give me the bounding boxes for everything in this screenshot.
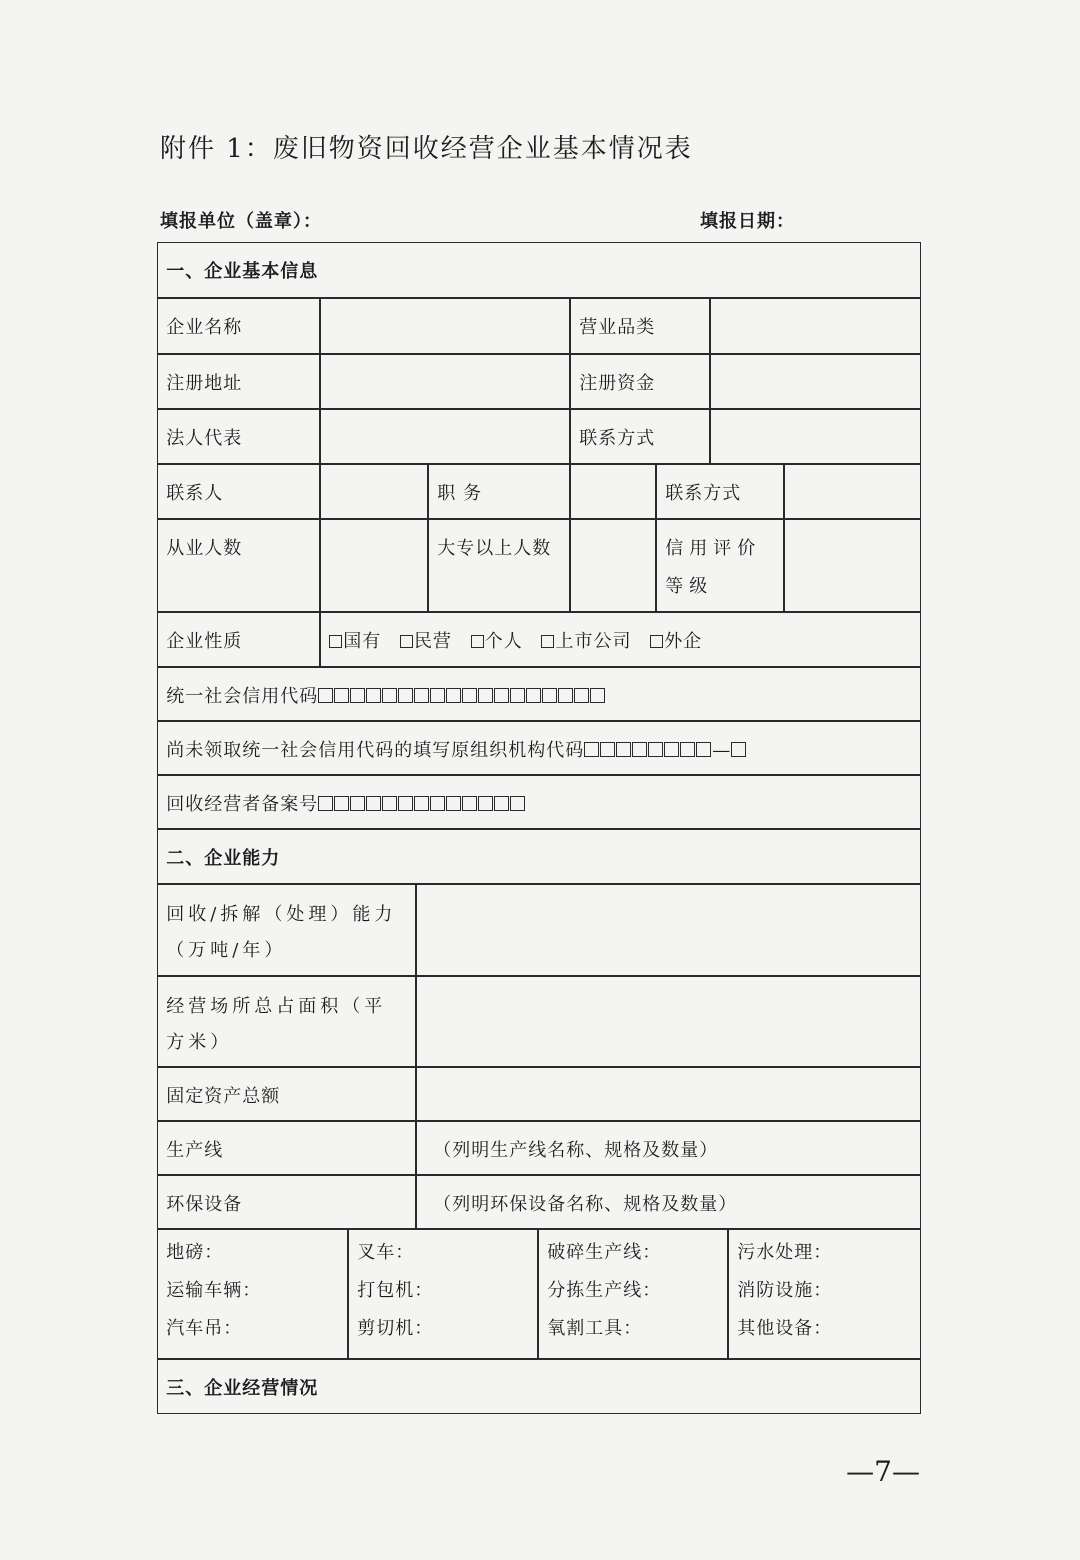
code-box[interactable] (478, 688, 493, 703)
nature-option-individual[interactable]: 个人 (471, 631, 523, 652)
equipment-item: 运输车辆： (166, 1280, 262, 1302)
fill-unit-label: 填报单位（盖章）： (160, 211, 322, 232)
code-box[interactable] (478, 796, 493, 811)
code-box[interactable] (414, 796, 429, 811)
equipment-item: 地磅： (166, 1242, 224, 1264)
capacity-label: 回收/拆解（处理）能力（万吨/年） (157, 884, 416, 976)
company-name-field[interactable] (320, 298, 570, 354)
code-box[interactable] (632, 742, 647, 757)
equipment-col-4 (728, 1229, 921, 1359)
code-box[interactable] (494, 688, 509, 703)
equipment-item: 分拣生产线： (547, 1280, 662, 1302)
college-above-field[interactable] (570, 519, 656, 612)
nature-option-private[interactable]: 民营 (400, 631, 452, 652)
code-box[interactable] (584, 742, 599, 757)
equipment-item: 打包机： (357, 1280, 434, 1302)
position-field[interactable] (570, 464, 656, 519)
site-area-label: 经营场所总占面积（平方米） (157, 976, 416, 1067)
equipment-col-2 (348, 1229, 538, 1359)
code-box[interactable] (446, 688, 461, 703)
code-box[interactable] (446, 796, 461, 811)
contact-person-field[interactable] (320, 464, 428, 519)
employees-label: 从业人数 (157, 519, 320, 612)
college-above-label: 大专以上人数 (428, 519, 570, 612)
code-box[interactable] (600, 742, 615, 757)
record-no-label: 回收经营者备案号 (166, 794, 319, 816)
equipment-col-3 (538, 1229, 728, 1359)
fixed-assets-field[interactable] (416, 1067, 921, 1121)
org-code-label: 尚未领取统一社会信用代码的填写原组织机构代码 (166, 740, 585, 762)
code-box[interactable] (574, 688, 589, 703)
code-box[interactable] (462, 796, 477, 811)
section3-heading: 三、企业经营情况 (157, 1359, 921, 1414)
production-line-label: 生产线 (157, 1121, 416, 1175)
org-code-boxes[interactable] (584, 740, 747, 761)
nature-option-foreign[interactable]: 外企 (650, 631, 702, 652)
code-box[interactable] (318, 796, 333, 811)
code-box[interactable] (366, 796, 381, 811)
code-box[interactable] (494, 796, 509, 811)
position-label: 职 务 (428, 464, 570, 519)
record-no-boxes[interactable] (318, 794, 526, 815)
equipment-col-1 (157, 1229, 348, 1359)
credit-code-boxes[interactable] (318, 686, 606, 707)
equipment-item: 消防设施： (737, 1280, 833, 1302)
credit-rating-field[interactable] (784, 519, 921, 612)
contact-method-2-label: 联系方式 (656, 464, 784, 519)
capacity-field[interactable] (416, 884, 921, 976)
contact-method-field[interactable] (710, 409, 921, 464)
code-box[interactable] (542, 688, 557, 703)
equipment-item: 破碎生产线： (547, 1242, 662, 1264)
registered-capital-field[interactable] (710, 354, 921, 409)
code-separator: — (712, 740, 732, 762)
code-box[interactable] (398, 688, 413, 703)
equipment-item: 剪切机： (357, 1318, 434, 1340)
contact-person-label: 联系人 (157, 464, 320, 519)
code-box[interactable] (696, 742, 711, 757)
section2-heading: 二、企业能力 (157, 829, 921, 884)
equipment-item: 叉车： (357, 1242, 415, 1264)
code-box[interactable] (398, 796, 413, 811)
production-line-field[interactable]: （列明生产线名称、规格及数量） (416, 1121, 921, 1175)
employees-field[interactable] (320, 519, 428, 612)
registered-capital-label: 注册资金 (570, 354, 710, 409)
checkbox-icon[interactable] (471, 635, 484, 648)
credit-code-label: 统一社会信用代码 (166, 686, 319, 708)
legal-representative-field[interactable] (320, 409, 570, 464)
code-box[interactable] (430, 688, 445, 703)
credit-rating-label: 信用评价等级 (656, 519, 784, 612)
code-box[interactable] (382, 796, 397, 811)
code-box[interactable] (616, 742, 631, 757)
env-equipment-label: 环保设备 (157, 1175, 416, 1229)
business-category-label: 营业品类 (570, 298, 710, 354)
code-box[interactable] (664, 742, 679, 757)
nature-option-listed[interactable]: 上市公司 (541, 631, 631, 652)
code-box[interactable] (430, 796, 445, 811)
registered-address-field[interactable] (320, 354, 570, 409)
page-number: —7— (846, 1455, 920, 1488)
record-no-row (157, 775, 921, 829)
org-code-row (157, 721, 921, 775)
site-area-field[interactable] (416, 976, 921, 1067)
code-box[interactable] (334, 688, 349, 703)
company-name-label: 企业名称 (157, 298, 320, 354)
contact-method-2-field[interactable] (784, 464, 921, 519)
code-box[interactable] (382, 688, 397, 703)
fixed-assets-label: 固定资产总额 (157, 1067, 416, 1121)
code-box[interactable] (510, 796, 525, 811)
equipment-item: 氧割工具： (547, 1318, 643, 1340)
contact-method-label: 联系方式 (570, 409, 710, 464)
nature-options (320, 612, 921, 667)
code-box[interactable] (334, 796, 349, 811)
code-box[interactable] (526, 688, 541, 703)
code-box[interactable] (510, 688, 525, 703)
equipment-item: 汽车吊： (166, 1318, 243, 1340)
equipment-item: 污水处理： (737, 1242, 833, 1264)
code-box[interactable] (680, 742, 695, 757)
code-box[interactable] (648, 742, 663, 757)
code-box[interactable] (414, 688, 429, 703)
code-box[interactable] (462, 688, 477, 703)
code-box[interactable] (366, 688, 381, 703)
code-box[interactable] (590, 688, 605, 703)
code-box[interactable] (318, 688, 333, 703)
equipment-item: 其他设备： (737, 1318, 833, 1340)
env-equipment-field[interactable]: （列明环保设备名称、规格及数量） (416, 1175, 921, 1229)
checkbox-icon[interactable] (329, 635, 342, 648)
code-box[interactable] (350, 796, 365, 811)
business-category-field[interactable] (710, 298, 921, 354)
code-box[interactable] (558, 688, 573, 703)
checkbox-icon[interactable] (541, 635, 554, 648)
code-box[interactable] (731, 742, 746, 757)
code-box[interactable] (350, 688, 365, 703)
nature-label: 企业性质 (157, 612, 320, 667)
fill-date-label: 填报日期： (700, 211, 795, 232)
checkbox-icon[interactable] (650, 635, 663, 648)
section1-heading: 一、企业基本信息 (157, 242, 921, 298)
nature-option-state[interactable]: 国有 (329, 631, 381, 652)
credit-code-row (157, 667, 921, 721)
legal-representative-label: 法人代表 (157, 409, 320, 464)
page-title: 附件 1：废旧物资回收经营企业基本情况表 (160, 134, 693, 164)
checkbox-icon[interactable] (400, 635, 413, 648)
registered-address-label: 注册地址 (157, 354, 320, 409)
